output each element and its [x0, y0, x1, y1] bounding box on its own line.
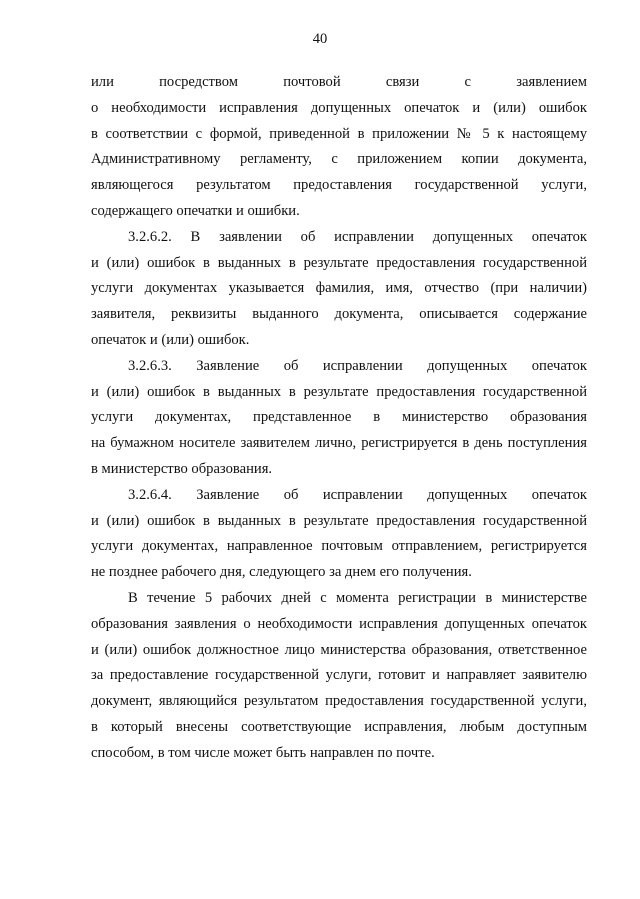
paragraph-line: Административному регламенту, с приложением копии документа,: [91, 151, 587, 168]
paragraph-line: способом, в том числе может быть направлен по почте.: [91, 744, 435, 761]
paragraph-line: или посредством почтовой связи с заявлением: [91, 74, 587, 90]
page-number: 40: [312, 31, 328, 47]
paragraph-line: и (или) ошибок в выданных в результате предоставления государственной: [91, 512, 587, 529]
paragraph-correction-term: [91, 586, 587, 767]
paragraph-line: являющегося результатом предоставления государственной услуги,: [91, 177, 587, 194]
paragraph-line: услуги документах, направленное почтовым отправлением, регистрируется: [91, 538, 587, 555]
paragraph-line: о необходимости исправления допущенных опечаток и (или) ошибок: [91, 99, 587, 116]
paragraph-line: в который внесены соответствующие исправления, любым доступным: [91, 718, 587, 735]
paragraph-line: в министерство образования.: [91, 460, 273, 477]
paragraph-line: не позднее рабочего дня, следующего за днем его получения.: [91, 564, 472, 581]
paragraph-line: услуги документах, представленное в министерство образования: [91, 409, 587, 426]
paragraph-line: за предоставление государственной услуги, готовит и направляет заявителю: [91, 667, 587, 684]
paragraph-line: и (или) ошибок в выданных в результате предоставления государственной: [91, 254, 587, 271]
paragraph-line: содержащего опечатки и ошибки.: [91, 202, 300, 219]
paragraph-1: [91, 70, 587, 225]
paragraph-line: и (или) ошибок должностное лицо министерства образования, ответственное: [91, 641, 587, 658]
paragraph-line: услуги документах указывается фамилия, имя, отчество (при наличии): [91, 280, 587, 297]
paragraph-line: в соответствии с формой, приведенной в приложении № 5 к настоящему: [91, 125, 587, 142]
paragraph-3-2-6-3: [91, 354, 587, 483]
paragraph-line: 3.2.6.3. Заявление об исправлении допущенных опечаток: [128, 357, 587, 374]
paragraph-line: и (или) ошибок в выданных в результате предоставления государственной: [91, 383, 587, 400]
paragraph-3-2-6-2: [91, 225, 587, 354]
paragraph-line: В течение 5 рабочих дней с момента регистрации в министерстве: [128, 589, 587, 606]
paragraph-line: документ, являющийся результатом предоставления государственной услуги,: [91, 693, 587, 710]
paragraph-line: заявителя, реквизиты выданного документа, описывается содержание: [91, 306, 587, 323]
paragraph-line: на бумажном носителе заявителем лично, регистрируется в день поступления: [91, 435, 587, 452]
paragraph-line: опечаток и (или) ошибок.: [91, 331, 250, 348]
paragraph-line: 3.2.6.4. Заявление об исправлении допущенных опечаток: [128, 486, 587, 503]
paragraph-3-2-6-4: [91, 483, 587, 586]
paragraph-line: образования заявления о необходимости исправления допущенных опечаток: [91, 615, 587, 632]
paragraph-line: 3.2.6.2. В заявлении об исправлении допущенных опечаток: [128, 228, 587, 245]
document-body: [91, 70, 587, 767]
